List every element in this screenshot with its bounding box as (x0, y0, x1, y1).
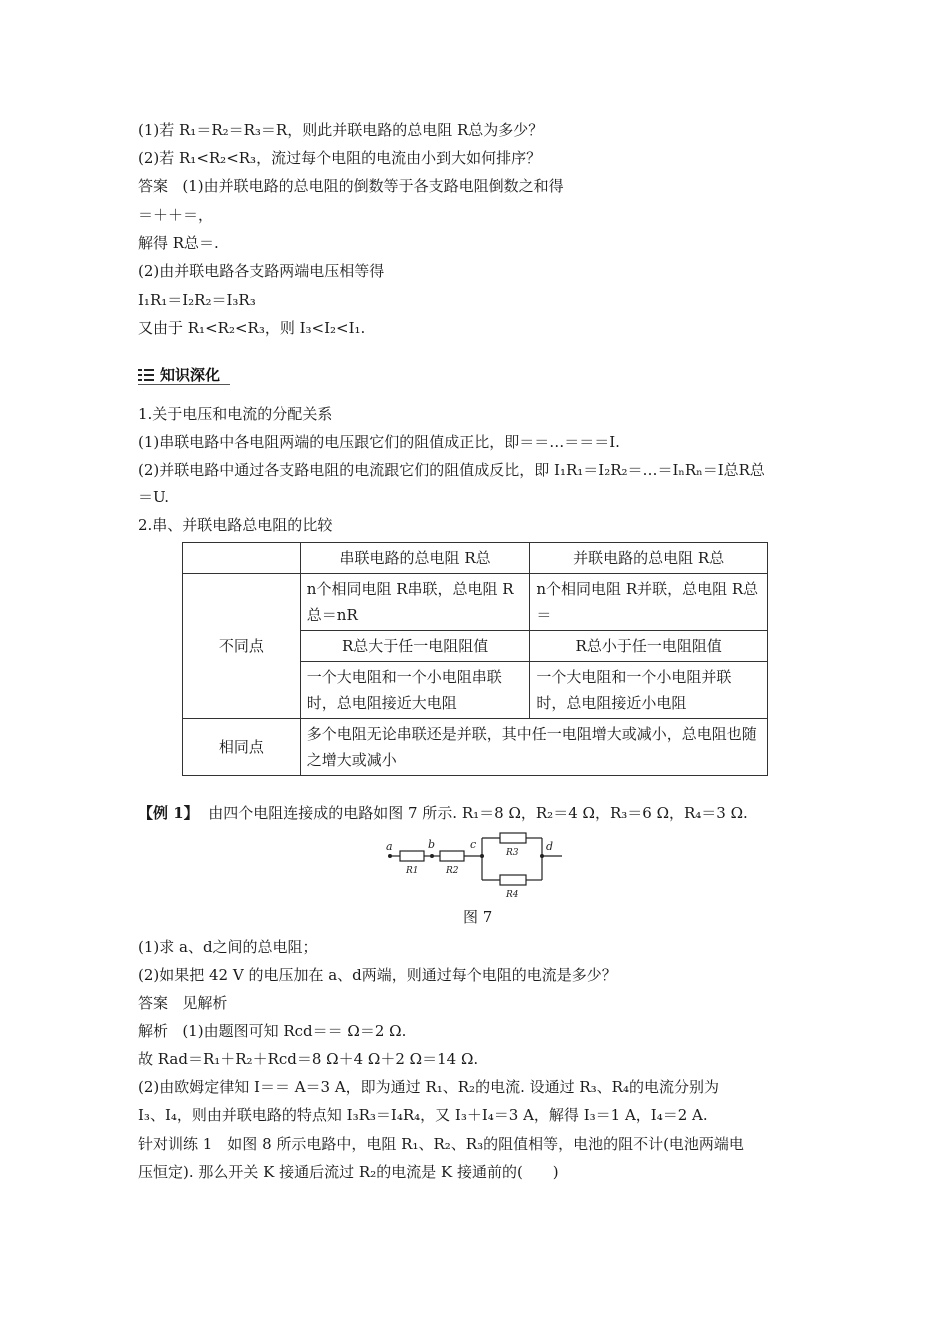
answer-line-1 (138, 176, 564, 196)
knowledge-parallel-rule: (2)并联电路中通过各支路电阻的电流跟它们的阻值成反比，即 I₁R₁＝I₂R₂＝…＝IₙRₙ＝I总R总 (138, 461, 765, 479)
table-cell: 一个大电阻和一个小电阻并联时，总电阻接近小电阻 (530, 662, 768, 719)
answer-result-1: 解得 R总＝. (138, 234, 219, 252)
row-label-similarities: 相同点 (183, 719, 301, 776)
section-title: 知识深化 (160, 366, 221, 384)
section-divider (138, 384, 230, 385)
example-answer (138, 993, 227, 1013)
solution-line-4: I₃、I₄，则由并联电路的特点知 I₃R₃＝I₄R₄，又 I₃＋I₄＝3 A，解得 I₃＝1 A，I₄＝2 A. (138, 1106, 708, 1124)
comparison-table (182, 542, 768, 776)
section-heading (138, 364, 220, 385)
resistor-r2 (440, 851, 464, 861)
question-1: (1)若 R₁＝R₂＝R₃＝R，则此并联电路的总电阻 R总为多少？ (138, 121, 544, 139)
answer-equation-2: I₁R₁＝I₂R₂＝I₃R₃ (138, 291, 256, 309)
solution-line-1 (138, 1021, 406, 1041)
node-label-d: d (546, 840, 554, 853)
resistor-label-r1: R1 (406, 866, 419, 876)
figure-caption: 图 7 (463, 908, 493, 926)
answer-label: 答案 (138, 994, 169, 1012)
resistor-r3 (500, 833, 526, 843)
table-header-parallel: 并联电路的总电阻 R总 (530, 543, 768, 574)
row-label-differences: 不同点 (183, 574, 301, 719)
solution-label: 解析 (138, 1022, 169, 1040)
table-cell: R总大于任一电阻阻值 (300, 631, 530, 662)
example-question-2: (2)如果把 42 V 的电压加在 a、d两端，则通过每个电阻的电流是多少？ (138, 966, 617, 984)
table-cell: n个相同电阻 R串联，总电阻 R总＝nR (300, 574, 530, 631)
table-row (183, 574, 768, 631)
circuit-diagram (380, 828, 570, 904)
table-cell: R总小于任一电阻阻值 (530, 631, 768, 662)
training-line-1: 针对训练 1 如图 8 所示电路中，电阻 R₁、R₂、R₃的阻值相等，电池的阻不计(电池两端电 (138, 1135, 744, 1153)
knowledge-parallel-rule-end: ＝U. (138, 488, 170, 506)
table-header-empty (183, 543, 301, 574)
answer-label: 答案 (138, 177, 169, 195)
example-stem: 由四个电阻连接成的电路如图 7 所示. R₁＝8 Ω，R₂＝4 Ω，R₃＝6 Ω，R₄＝3 Ω. (208, 804, 748, 822)
solution-line-2: 故 Rad＝R₁＋R₂＋Rcd＝8 Ω＋4 Ω＋2 Ω＝14 Ω. (138, 1050, 479, 1068)
answer-text-1: (1)由并联电路的总电阻的倒数等于各支路电阻倒数之和得 (182, 177, 564, 195)
solution-text-1: (1)由题图可知 Rcd＝＝ Ω＝2 Ω. (182, 1022, 407, 1040)
table-cell: 多个电阻无论串联还是并联，其中任一电阻增大或减小，总电阻也随之增大或减小 (300, 719, 767, 776)
question-2: (2)若 R₁<R₂<R₃，流过每个电阻的电流由小到大如何排序？ (138, 149, 542, 167)
solution-line-3: (2)由欧姆定律知 I＝＝ A＝3 A，即为通过 R₁、R₂的电流. 设通过 R₃、R₄的电流分别为 (138, 1078, 719, 1096)
example-label: 【例 1】 (138, 804, 199, 822)
training-line-2: 压恒定). 那么开关 K 接通后流过 R₂的电流是 K 接通前的( ) (138, 1163, 559, 1181)
list-heading-icon (138, 368, 154, 382)
example-stem-line (138, 803, 748, 823)
example-question-1: (1)求 a、d之间的总电阻； (138, 938, 318, 956)
resistor-label-r3: R3 (506, 848, 519, 858)
table-cell: 一个大电阻和一个小电阻串联时，总电阻接近大电阻 (300, 662, 530, 719)
resistor-r4 (500, 875, 526, 885)
answer-result-2: 又由于 R₁<R₂<R₃，则 I₃<I₂<I₁. (138, 319, 366, 337)
node-label-b: b (428, 838, 436, 851)
table-row (183, 719, 768, 776)
answer-text-2: (2)由并联电路各支路两端电压相等得 (138, 262, 385, 280)
resistor-label-r2: R2 (446, 866, 459, 876)
answer-text: 见解析 (182, 994, 228, 1012)
answer-equation-1: ＝＋＋＝， (138, 206, 214, 224)
node-label-a: a (386, 840, 393, 853)
knowledge-title-1: 1.关于电压和电流的分配关系 (138, 405, 333, 423)
table-header-row (183, 543, 768, 574)
knowledge-series-rule: (1)串联电路中各电阻两端的电压跟它们的阻值成正比，即＝＝…＝＝＝I. (138, 433, 620, 451)
node-label-c: c (470, 838, 477, 851)
knowledge-title-2: 2.串、并联电路总电阻的比较 (138, 516, 333, 534)
resistor-r1 (400, 851, 424, 861)
resistor-label-r4: R4 (506, 890, 519, 900)
table-header-series: 串联电路的总电阻 R总 (300, 543, 530, 574)
table-cell: n个相同电阻 R并联，总电阻 R总＝ (530, 574, 768, 631)
